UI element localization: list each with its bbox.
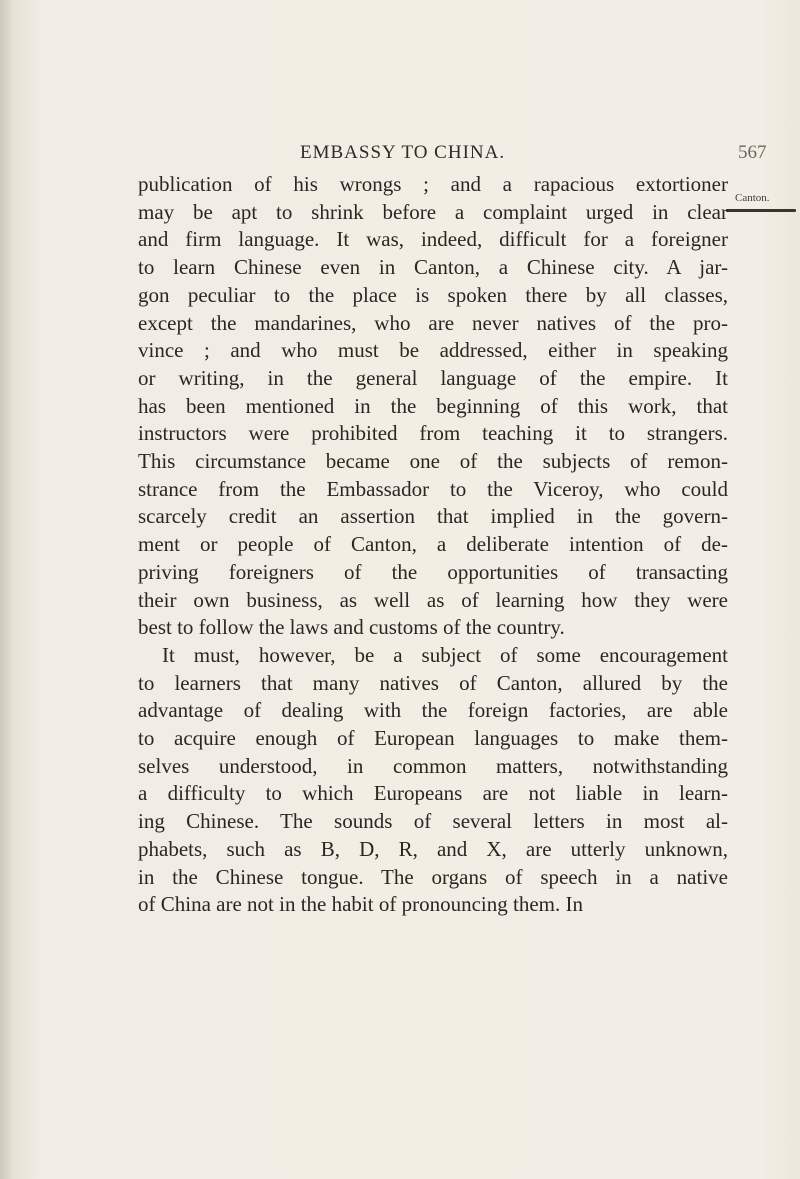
- text-line: ment or people of Canton, a deliberate intention of de-: [138, 532, 728, 557]
- marginal-note: Canton.: [735, 192, 770, 204]
- text-line: gon peculiar to the place is spoken there by all classes,: [138, 282, 728, 307]
- text-line: This circumstance became one of the subjects of remon-: [138, 449, 728, 474]
- text-line: to learn Chinese even in Canton, a Chinese city. A jar-: [138, 255, 728, 280]
- text-line: phabets, such as B, D, R, and X, are utterly unknown,: [138, 836, 728, 861]
- text-line: ing Chinese. The sounds of several letters in most al-: [138, 809, 728, 834]
- text-line: and firm language. It was, indeed, difficult for a foreigner: [138, 227, 728, 252]
- body-text: [138, 171, 728, 919]
- marginal-rule: [726, 209, 796, 212]
- text-line: advantage of dealing with the foreign factories, are able: [138, 698, 728, 723]
- text-line: a difficulty to which Europeans are not liable in learn-: [138, 781, 728, 806]
- text-line: vince ; and who must be addressed, either in speaking: [138, 338, 728, 363]
- text-line: strance from the Embassador to the Viceroy, who could: [138, 476, 728, 501]
- text-line: in the Chinese tongue. The organs of speech in a native: [138, 864, 728, 889]
- text-line: or writing, in the general language of the empire. It: [138, 365, 728, 390]
- paragraph-start-line: It must, however, be a subject of some encouragement: [162, 642, 728, 667]
- text-line: of China are not in the habit of pronouncing them. In: [138, 892, 583, 917]
- paragraph-end-line: best to follow the laws and customs of the country.: [138, 615, 565, 640]
- running-head: [0, 142, 800, 170]
- text-line: instructors were prohibited from teaching it to strangers.: [138, 421, 728, 446]
- page-number: 567: [738, 142, 767, 163]
- text-line: priving foreigners of the opportunities of transacting: [138, 559, 728, 584]
- text-line: to learners that many natives of Canton, allured by the: [138, 670, 728, 695]
- text-line: except the mandarines, who are never natives of the pro-: [138, 310, 728, 335]
- text-line: selves understood, in common matters, notwithstanding: [138, 753, 728, 778]
- text-line: scarcely credit an assertion that implied in the govern-: [138, 504, 728, 529]
- text-line: may be apt to shrink before a complaint urged in clear: [138, 199, 728, 224]
- text-line: publication of his wrongs ; and a rapacious extortioner: [138, 172, 728, 196]
- running-head-title: EMBASSY TO CHINA.: [300, 142, 506, 163]
- text-line: to acquire enough of European languages to make them-: [138, 726, 728, 751]
- text-line: their own business, as well as of learning how they were: [138, 587, 728, 612]
- text-line: has been mentioned in the beginning of this work, that: [138, 393, 728, 418]
